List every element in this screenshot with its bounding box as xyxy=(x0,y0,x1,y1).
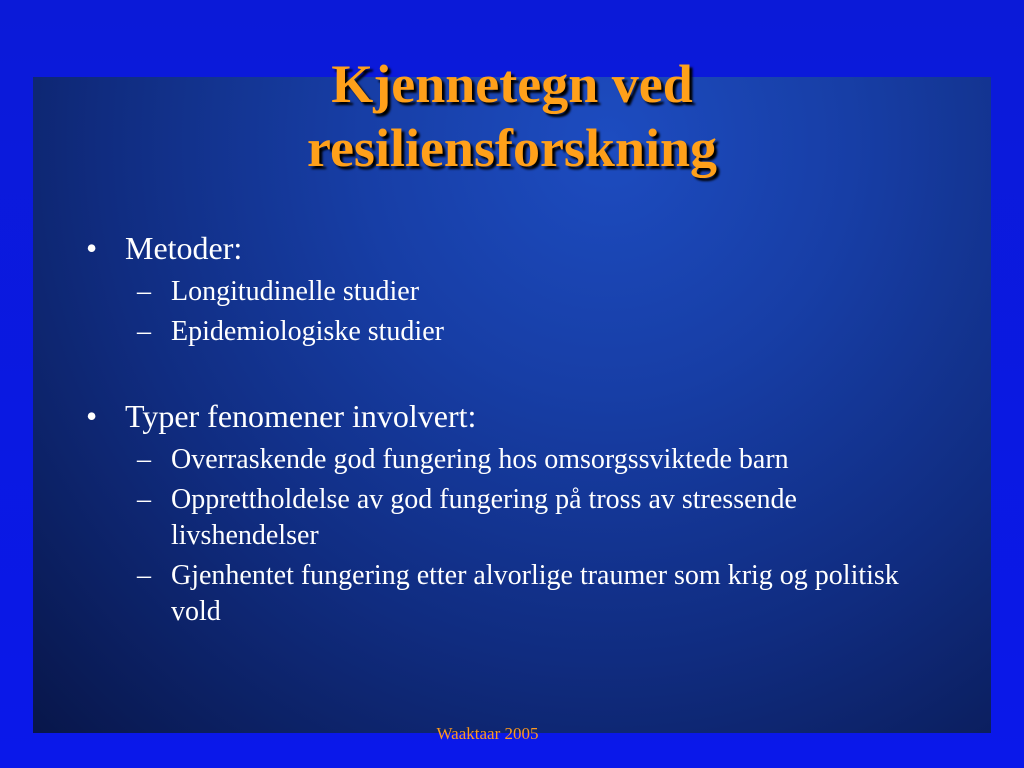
sub-bullet xyxy=(84,442,941,478)
footer-credit: Waaktaar 2005 xyxy=(436,724,539,743)
sub-bullet xyxy=(84,314,941,350)
dash-icon: – xyxy=(137,276,151,307)
slide-body xyxy=(84,226,964,630)
title-line-2: resiliensforskning xyxy=(306,118,718,178)
slide-title xyxy=(0,52,1024,180)
sub-bullet-text: Overraskende god fungering hos omsorgssviktede barn xyxy=(171,444,789,475)
sub-bullet xyxy=(84,558,941,630)
dash-icon: – xyxy=(137,560,151,591)
title-line-1: Kjennetegn ved xyxy=(331,54,693,114)
sub-bullet-text: Epidemiologiske studier xyxy=(171,316,444,347)
sub-bullet-text: Longitudinelle studier xyxy=(171,276,420,307)
dash-icon: – xyxy=(137,444,151,475)
bullet-typer-fenomener xyxy=(84,394,964,438)
dash-icon: – xyxy=(137,316,151,347)
sub-bullet xyxy=(84,274,941,310)
bullet-text: Typer fenomener involvert: xyxy=(125,398,477,434)
bullet-text: Metoder: xyxy=(125,230,243,266)
bullet-dot-icon: • xyxy=(86,398,98,434)
bullet-metoder xyxy=(84,226,964,270)
dash-icon: – xyxy=(137,484,151,515)
sub-bullet xyxy=(84,482,941,554)
sub-bullet-text: Gjenhentet fungering etter alvorlige traumer som krig og politisk vold xyxy=(171,560,899,627)
sub-bullet-text: Opprettholdelse av god fungering på tross av stressende livshendelser xyxy=(171,484,797,551)
bullet-dot-icon: • xyxy=(86,230,98,266)
